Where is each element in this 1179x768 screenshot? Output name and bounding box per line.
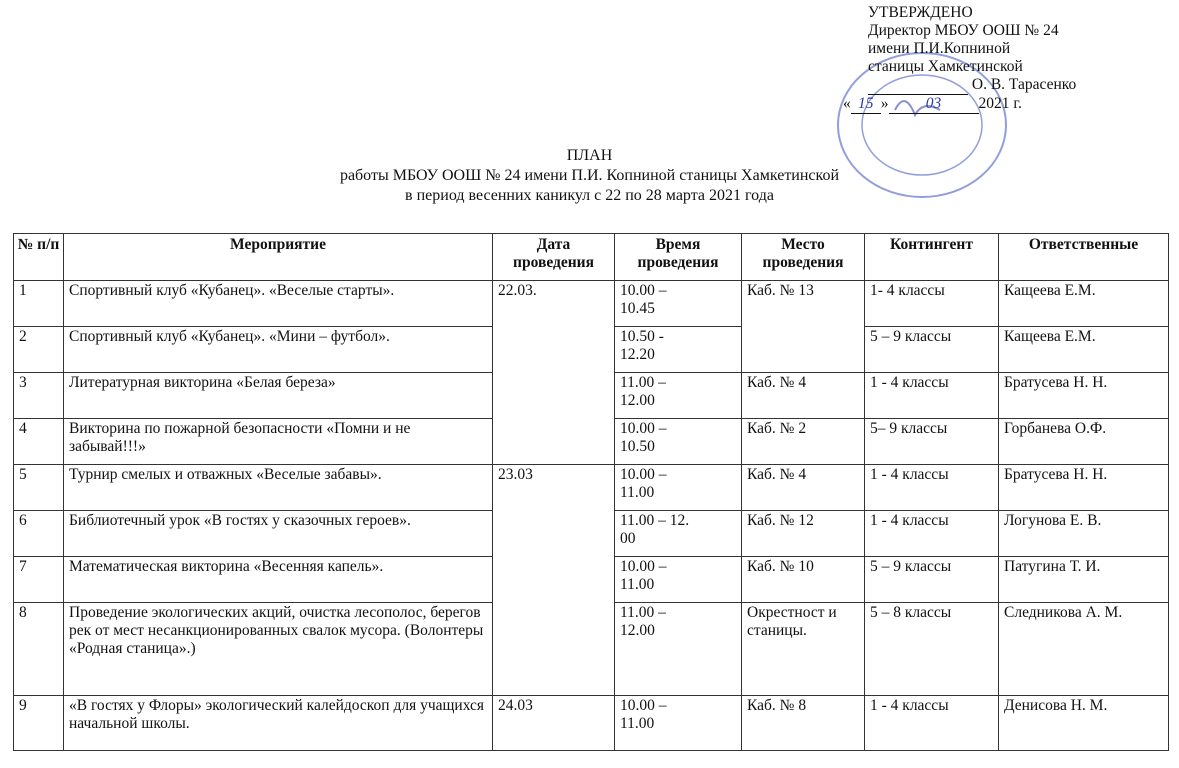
signer-name: О. В. Тарасенко <box>971 76 1077 93</box>
cell-group: 5– 9 классы <box>865 419 999 465</box>
header-responsible: Ответственные <box>999 234 1169 281</box>
cell-number: 1 <box>14 281 64 327</box>
approval-position: Директор МБОУ ООШ № 24 <box>868 22 1059 39</box>
cell-number: 2 <box>14 327 64 373</box>
approval-heading: УТВЕРЖДЕНО <box>868 4 973 21</box>
cell-event: Проведение экологических акций, очистка лесополос, берегов рек от мест несанкционированных свалок мусора. (Волонтеры «Родная станица».) <box>64 603 493 696</box>
cell-responsible: Горбанева О.Ф. <box>999 419 1169 465</box>
cell-responsible: Следникова А. М. <box>999 603 1169 696</box>
cell-date: 22.03. <box>493 281 615 465</box>
header-event: Мероприятие <box>64 234 493 281</box>
approval-day: 15 <box>851 95 881 114</box>
title-plan: ПЛАН <box>566 147 613 164</box>
cell-time: 10.00 – 11.00 <box>615 557 742 603</box>
cell-group: 5 – 9 классы <box>865 327 999 373</box>
cell-number: 8 <box>14 603 64 696</box>
approval-village: станицы Хамкетинской <box>868 58 1023 75</box>
cell-date: 24.03 <box>493 696 615 751</box>
cell-time: 11.00 – 12. 00 <box>615 511 742 557</box>
cell-event: Спортивный клуб «Кубанец». «Веселые старты». <box>64 281 493 327</box>
approval-year: 2021 г. <box>978 95 1022 112</box>
cell-place: Каб. № 10 <box>742 557 865 603</box>
approval-school: имени П.И.Копниной <box>868 40 1011 57</box>
cell-responsible: Кащеева Е.М. <box>999 327 1169 373</box>
cell-event: Литературная викторина «Белая береза» <box>64 373 493 419</box>
header-time: Время проведения <box>615 234 742 281</box>
cell-time: 10.50 - 12.20 <box>615 327 742 373</box>
cell-number: 7 <box>14 557 64 603</box>
cell-group: 1- 4 классы <box>865 281 999 327</box>
table-row <box>14 281 1169 327</box>
cell-number: 4 <box>14 419 64 465</box>
date-quote: » <box>880 95 889 112</box>
cell-responsible: Кащеева Е.М. <box>999 281 1169 327</box>
cell-responsible: Братусева Н. Н. <box>999 465 1169 511</box>
header-place: Место проведения <box>742 234 865 281</box>
cell-responsible: Патугина Т. И. <box>999 557 1169 603</box>
cell-number: 9 <box>14 696 64 751</box>
cell-place: Окрестност и станицы. <box>742 603 865 696</box>
date-quote: « <box>843 95 851 112</box>
cell-time: 10.00 – 11.00 <box>615 465 742 511</box>
cell-responsible: Денисова Н. М. <box>999 696 1169 751</box>
cell-event: «В гостях у Флоры» экологический калейдоскоп для учащихся начальной школы. <box>64 696 493 751</box>
cell-place: Каб. № 2 <box>742 419 865 465</box>
cell-date: 23.03 <box>493 465 615 696</box>
cell-event: Спортивный клуб «Кубанец». «Мини – футбол». <box>64 327 493 373</box>
cell-event: Библиотечный урок «В гостях у сказочных героев». <box>64 511 493 557</box>
cell-place: Каб. № 12 <box>742 511 865 557</box>
cell-time: 11.00 – 12.00 <box>615 373 742 419</box>
cell-number: 5 <box>14 465 64 511</box>
cell-place: Каб. № 8 <box>742 696 865 751</box>
cell-time: 11.00 – 12.00 <box>615 603 742 696</box>
cell-group: 5 – 9 классы <box>865 557 999 603</box>
cell-group: 1 - 4 классы <box>865 511 999 557</box>
cell-event: Турнир смелых и отважных «Веселые забавы». <box>64 465 493 511</box>
approval-block <box>843 4 1077 114</box>
cell-group: 1 - 4 классы <box>865 373 999 419</box>
cell-number: 6 <box>14 511 64 557</box>
approval-month: 03 <box>889 95 979 114</box>
cell-responsible: Логунова Е. В. <box>999 511 1169 557</box>
cell-number: 3 <box>14 373 64 419</box>
cell-responsible: Братусева Н. Н. <box>999 373 1169 419</box>
table-row <box>14 696 1169 751</box>
title-line3: в период весенних каникул с 22 по 28 марта 2021 года <box>405 187 774 204</box>
table-row <box>14 465 1169 511</box>
header-group: Контингент <box>865 234 999 281</box>
cell-group: 1 - 4 классы <box>865 465 999 511</box>
cell-place: Каб. № 4 <box>742 465 865 511</box>
cell-event: Викторина по пожарной безопасности «Помни и не забывай!!!» <box>64 419 493 465</box>
title-line2: работы МБОУ ООШ № 24 имени П.И. Копниной станицы Хамкетинской <box>339 167 840 184</box>
header-number: № п/п <box>14 234 64 281</box>
cell-time: 10.00 – 10.50 <box>615 419 742 465</box>
cell-time: 10.00 – 10.45 <box>615 281 742 327</box>
cell-event: Математическая викторина «Весенняя капель». <box>64 557 493 603</box>
events-table <box>13 233 1169 751</box>
cell-time: 10.00 – 11.00 <box>615 696 742 751</box>
header-date: Дата проведения <box>493 234 615 281</box>
cell-group: 5 – 8 классы <box>865 603 999 696</box>
cell-place: Каб. № 13 <box>742 281 865 373</box>
cell-group: 1 - 4 классы <box>865 696 999 751</box>
cell-place: Каб. № 4 <box>742 373 865 419</box>
